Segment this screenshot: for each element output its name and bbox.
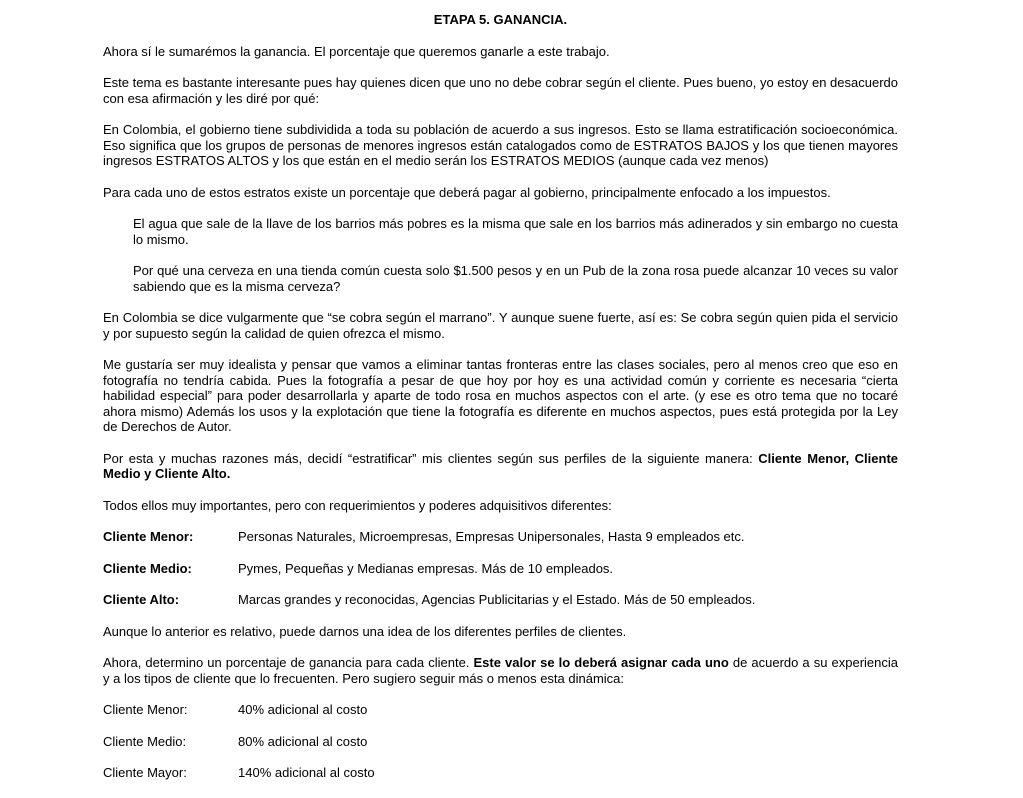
margin-row-menor <box>103 702 898 718</box>
margin-value: 140% adicional al costo <box>238 765 375 780</box>
margin-value: 40% adicional al costo <box>238 702 368 717</box>
quote-paragraph-cerveza: Por qué una cerveza en una tienda común cuesta solo $1.500 pesos y en un Pub de la zona rosa puede alcanzar 10 veces su valor sabiendo que es la misma cerveza? <box>133 263 898 294</box>
page-title: ETAPA 5. GANANCIA. <box>433 12 568 27</box>
paragraph-tema: Este tema es bastante interesante pues hay quienes dicen que uno no debe cobrar según el cliente. Pues bueno, yo estoy en desacuerdo con esa afirmación y les diré por qué: <box>103 75 898 106</box>
client-profile-label: Cliente Alto: <box>103 592 180 607</box>
quote-paragraph-agua: El agua que sale de la llave de los barrios más pobres es la misma que sale en los barrios más adinerados y sin embargo no cuesta lo mismo. <box>133 216 898 247</box>
paragraph-aunque: Aunque lo anterior es relativo, puede darnos una idea de los diferentes perfiles de clientes. <box>103 623 627 639</box>
margin-label: Cliente Medio: <box>103 733 187 749</box>
client-profile-row-alto <box>103 592 898 608</box>
paragraph-ahora-bold: Este valor se lo deberá asignar cada uno <box>473 655 729 670</box>
client-profile-description: Personas Naturales, Microempresas, Empresas Unipersonales, Hasta 9 empleados etc. <box>238 529 745 544</box>
paragraph-idealista: Me gustaría ser muy idealista y pensar que vamos a eliminar tantas fronteras entre las clases sociales, pero al menos creo que eso en fotografía no tendría cabida. Pues la fotografía a pesar de que hoy por hoy es una actividad común y corriente es necesaria “cierta habilidad especial” para poder desarrollarla y aparte de todo rosa en muchos aspectos con el arte. (y ese es otro tema que no tocaré ahora mismo) Además los usos y la explotación que tiene la fotografía es diferente en muchos aspectos, pues está protegida por la Ley de Derechos de Autor. <box>103 357 898 434</box>
client-profile-row-menor <box>103 529 898 545</box>
paragraph-intro: Ahora sí le sumarémos la ganancia. El porcentaje que queremos ganarle a este trabajo. <box>103 43 610 59</box>
client-profile-label: Cliente Medio: <box>103 560 192 576</box>
paragraph-estratificar-text: Por esta y muchas razones más, decidí “estratificar” mis clientes según sus perfiles de la siguiente manera: <box>103 450 759 466</box>
paragraph-estratificar <box>103 451 898 482</box>
client-profile-label: Cliente Menor: <box>103 529 194 544</box>
paragraph-colombia-estratos: En Colombia, el gobierno tiene subdividida a toda su población de acuerdo a sus ingresos. Esto se llama estratificación socioeconómica. Eso significa que los grupos de personas de menores ingresos están catalogados como de ESTRATOS BAJOS y los que tienen mayores ingresos ESTRATOS ALTOS y los que están en el medio serán los ESTRATOS MEDIOS (aunque cada vez menos) <box>103 122 898 168</box>
paragraph-ahora-pre: Ahora, determino un porcentaje de ganancia para cada cliente. <box>103 655 474 670</box>
margin-row-medio <box>103 734 898 750</box>
paragraph-porcentaje-gobierno: Para cada uno de estos estratos existe un porcentaje que deberá pagar al gobierno, principalmente enfocado a los impuestos. <box>103 184 831 200</box>
margin-label: Cliente Mayor: <box>103 765 187 780</box>
paragraph-estratificar-bold-clients: Cliente Menor, Cliente Medio y Cliente Alto. <box>103 450 899 481</box>
margin-row-mayor <box>103 765 898 781</box>
client-profile-row-medio <box>103 561 898 577</box>
paragraph-todos: Todos ellos muy importantes, pero con requerimientos y poderes adquisitivos diferentes: <box>103 497 612 513</box>
paragraph-marrano: En Colombia se dice vulgarmente que “se cobra según el marrano”. Y aunque suene fuerte, así es: Se cobra según quien pida el servicio y por supuesto según la calidad de quien ofrezca el mismo. <box>103 310 898 341</box>
paragraph-ahora-dinamica <box>103 655 898 686</box>
margin-value: 80% adicional al costo <box>238 733 368 749</box>
margin-label: Cliente Menor: <box>103 702 188 717</box>
client-profile-description: Pymes, Pequeñas y Medianas empresas. Más de 10 empleados. <box>238 560 614 576</box>
client-profile-description: Marcas grandes y reconocidas, Agencias Publicitarias y el Estado. Más de 50 empleados. <box>238 592 756 607</box>
paragraph-ahora-post: de acuerdo a su experiencia y a los tipos de cliente que lo frecuenten. Pero sugiero seguir más o menos esta dinámica: <box>103 655 898 686</box>
